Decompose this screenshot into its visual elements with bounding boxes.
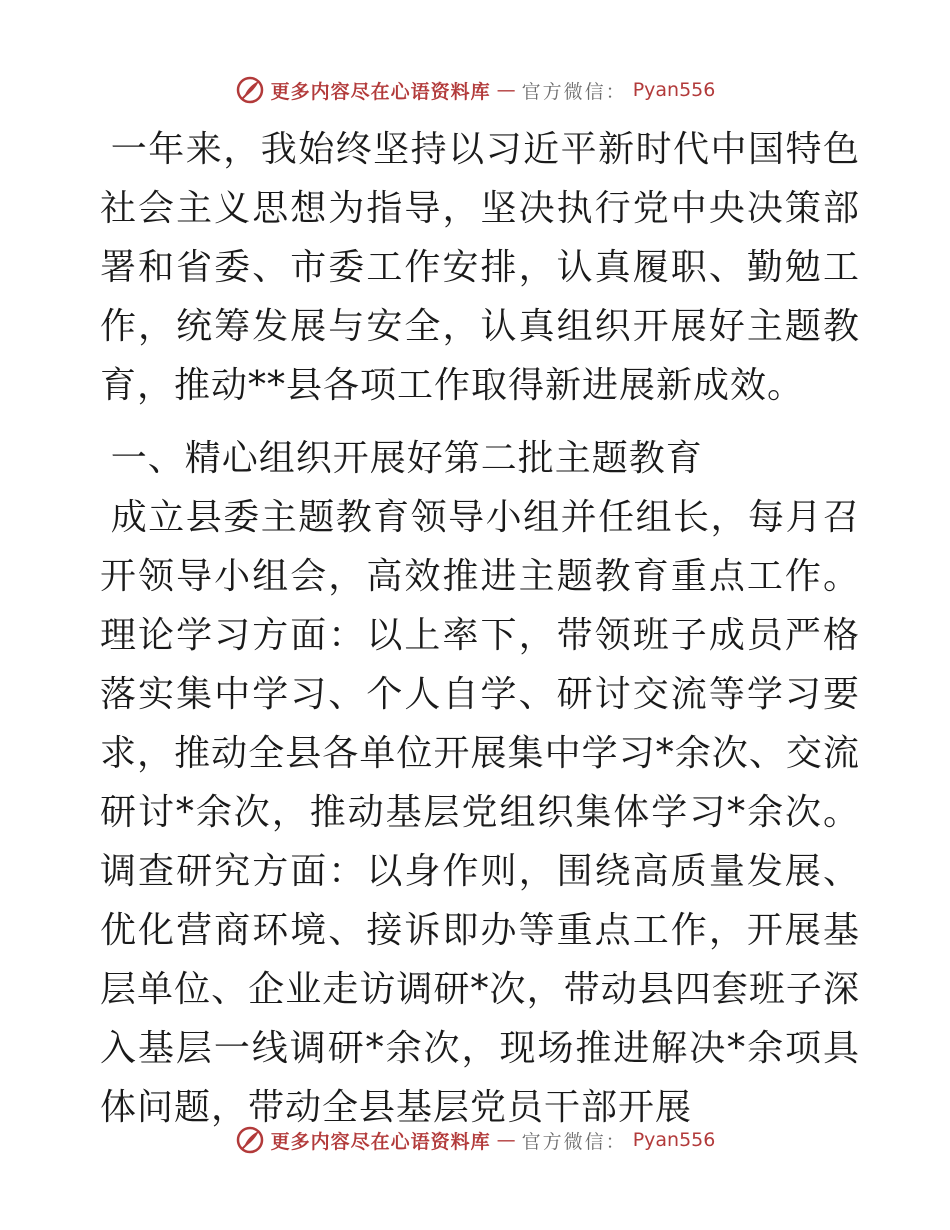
feather-quill-icon: [235, 1125, 265, 1155]
watermark-sub-text: 官方微信：: [521, 80, 627, 103]
intro-paragraph: 一年来，我始终坚持以习近平新时代中国特色社会主义思想为指导，坚决执行党中央决策部署和省委、市委工作安排，认真履职、勤勉工作，统筹发展与安全，认真组织开展好主题教育，推动**县各项工作取得新进展新成效。: [100, 129, 860, 406]
watermark-dash: —: [496, 1129, 516, 1151]
feather-quill-icon: [235, 75, 265, 105]
watermark-dash: —: [496, 79, 516, 101]
section-paragraph: 成立县委主题教育领导小组并任组长，每月召开领导小组会，高效推进主题教育重点工作。理论学习方面：以上率下，带领班子成员严格落实集中学习、个人自学、研讨交流等学习要求，推动全县各单位开展集中学习*余次、交流研讨*余次，推动基层党组织集体学习*余次。调查研究方面：以身作则，围绕高质量发展、优化营商环境、接诉即办等重点工作，开展基层单位、企业走访调研*次，带动县四套班子深入基层一线调研*余次，现场推进解决*余项具体问题，带动全县基层党员干部开展: [100, 497, 860, 1128]
document-body: [100, 120, 860, 1137]
watermark-main-text: 更多内容尽在心语资料库: [270, 80, 491, 103]
watermark-wechat-id: Pyan556: [632, 1129, 716, 1151]
watermark-wechat-id: Pyan556: [632, 79, 716, 101]
section-heading: 一、精心组织开展好第二批主题教育: [110, 438, 703, 479]
watermark-sub-text: 官方微信：: [521, 1130, 627, 1153]
watermark-main-text: 更多内容尽在心语资料库: [270, 1130, 491, 1153]
footer-watermark: [0, 1120, 950, 1160]
header-watermark: [0, 70, 950, 110]
